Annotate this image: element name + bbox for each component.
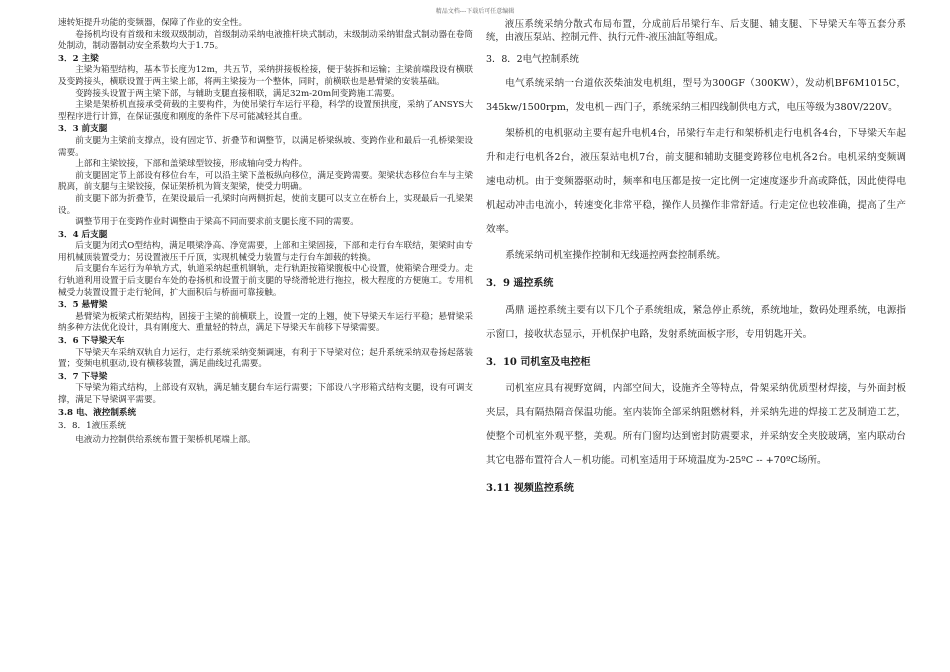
paragraph: 禹鼎 遥控系统主要有以下几个子系统组成，紧急停止系统，系统地址，数码处理系统，电源指示窗口，接收状态显示，开机保护电路，发射系统面板字形，专用钥匙开关。 [486, 304, 906, 340]
section-heading: 3．7 下导梁 [58, 371, 108, 382]
section-heading: 3．5 悬臂梁 [58, 300, 108, 311]
paragraph: 电气系统采纳一台道依茨柴油发电机组，型号为300GF（300KW），发动机BF6M1015C，345kw/1500rpm，发电机－西门子，系统采纳三相四线制供电方式，电压等级为380V/220V。 [486, 78, 906, 114]
left-column [58, 18, 473, 446]
paragraph: 主梁是架桥机直接承受荷载的主要构件，为使吊梁行车运行平稳，科学的设置预拱度，采纳了ANSYS大型程序进行计算，在保证强度和刚度的条件下尽可能减轻其自重。 [58, 100, 473, 122]
paragraph: 司机室应具有视野宽阔，内部空间大，设施齐全等特点，骨架采纳优质型材焊接，与外面封板夹层，具有隔热隔音保温功能。室内装饰全部采纳阻燃材料，并采纳先进的焊接工艺及制造工艺，使整个司机室外观平整，美观。所有门窗均达到密封防震要求，并采纳安全夹胶玻璃，室内联动台其它电器布置符合人－机功能。司机室适用于环境温度为-25ºC -- +70ºC场所。 [486, 383, 906, 467]
paragraph: 前支腿为主梁前支撑点，设有固定节、折叠节和调整节，以满足桥梁纵坡、变跨作业和最后一孔桥梁架设需要。 [58, 135, 473, 158]
paragraph: 前支腿固定节上部设有移位台车，可以沿主梁下盖板纵向移位，满足变跨需要。架梁状态移位台车与主梁脱离，前支腿与主梁铰接，保证架桥机为简支架梁，使受力明确。 [58, 170, 473, 193]
section-heading: 3．9 遥控系统 [486, 278, 554, 290]
section-heading: 3．3 前支腿 [58, 124, 108, 135]
paragraph: 架桥机的电机驱动主要有起升电机4台，吊梁行车走行和架桥机走行电机各4台，下导梁天车起升和走行电机各2台，液压泵站电机7台，前支腿和辅助支腿变跨移位电机各2台。电机采纳变频调速电动机。由于变频器驱动时，频率和电压都是按一定比例一定速度逐步升高或降低，因此使得电机起动冲击电流小，转速变化非常平稳，操作人员操作非常舒适。行走定位也较准确，提高了生产效率。 [486, 128, 906, 236]
paragraph: 下导梁天车采纳双轨自力运行，走行系统采纳变频调速，有利于下导梁对位；起升系统采纳双卷扬起落装置；变频电机驱动,设有横移装置，满足曲线过孔需要。 [58, 347, 473, 370]
paragraph: 电液动力控制供给系统布置于架桥机尾端上部。 [75, 434, 256, 445]
paragraph: 速转矩提升功能的变频器，保障了作业的安全性。 [58, 18, 248, 28]
section-heading: 3．10 司机室及电控柜 [486, 356, 591, 368]
section-heading: 3.8 电、液控制系统 [58, 407, 137, 418]
paragraph: 液压系统采纳分散式布局布置，分成前后吊梁行车、后支腿、辅支腿、下导梁天车等五套分系统，由液压泵站、控制元件、执行元件-液压油缸等组成。 [486, 19, 906, 43]
paragraph: 调整节用于在变跨作业时调整由于梁高不同而要求前支腿长度不同的需要。 [75, 217, 359, 228]
section-heading: 3．2 主梁 [58, 53, 99, 64]
subsection-heading: 3．8．2电气控制系统 [486, 54, 579, 65]
paragraph: 系统采纳司机室操作控制和无线遥控两套控制系统。 [505, 250, 726, 262]
paragraph: 前支腿下部为折叠节，在架设最后一孔梁时向两侧折起，使前支腿可以支立在桥台上，实现最后一孔梁架设。 [58, 193, 473, 216]
paragraph: 主梁为箱型结构，基本节长度为12m，共五节，采纳拼接板栓接，便于装拆和运输；主梁前端段设有横联及变跨接头，横联设置于两主梁上部，将两主梁接为一个整体，同时，前横联也是悬臂梁的安装基础。 [58, 65, 473, 87]
paragraph: 后支腿为闭式O型结构，满足喂梁净高、净宽需要，上部和主梁固接，下部和走行台车联结，架梁时由专用机械顶装置受力；另设置液压千斤顶，实现机械受力装置与走行台车卸载的转换。 [58, 241, 473, 263]
paragraph: 悬臂梁为板梁式桁架结构，固接于主梁的前横联上，设置一定的上翘，使下导梁天车运行平稳；悬臂梁采纳多种方法优化设计，具有刚度大、重量轻的特点，满足下导梁天车前移下导梁需要。 [58, 311, 473, 334]
section-heading: 3．6 下导梁天车 [58, 336, 125, 347]
paragraph: 卷扬机均设有首级和末级双级制动，首级制动采纳电液推杆块式制动，末级制动采纳钳盘式制动器在卷筒处制动，制动器制动安全系数均大于1.75。 [58, 29, 473, 52]
paragraph: 后支腿台车运行为单轨方式，轨道采纳起重机钢轨，走行轨距按箱梁腹板中心设置，使箱梁合理受力。走行轨道利用设置于后支腿台车处的卷扬机和设置于前支腿的导绕滑轮进行拖拉，极大程度的方便施工。专用机械受力装置设置于走行轮间，扩大面积后与桥面可靠接触。 [58, 264, 473, 298]
subsection-heading: 3．8．1液压系统 [58, 421, 126, 432]
right-column [486, 18, 906, 504]
section-heading: 3.11 视频监控系统 [486, 483, 574, 495]
paragraph: 变跨接头设置于两主梁下部，与辅助支腿直接相联，满足32m-20m间变跨施工需要。 [75, 88, 400, 99]
paragraph: 下导梁为箱式结构，上部设有双轨，满足辅支腿台车运行需要；下部设八字形箱式结构支腿，设有可调支撑，满足下导梁调平需要。 [58, 383, 473, 405]
page-header: 精品文档---下载后可任意编辑 [435, 8, 515, 15]
paragraph: 上部和主梁铰接，下部和盖梁球型铰接，形成轴向受力构件。 [75, 159, 308, 170]
section-heading: 3．4 后支腿 [58, 229, 108, 240]
